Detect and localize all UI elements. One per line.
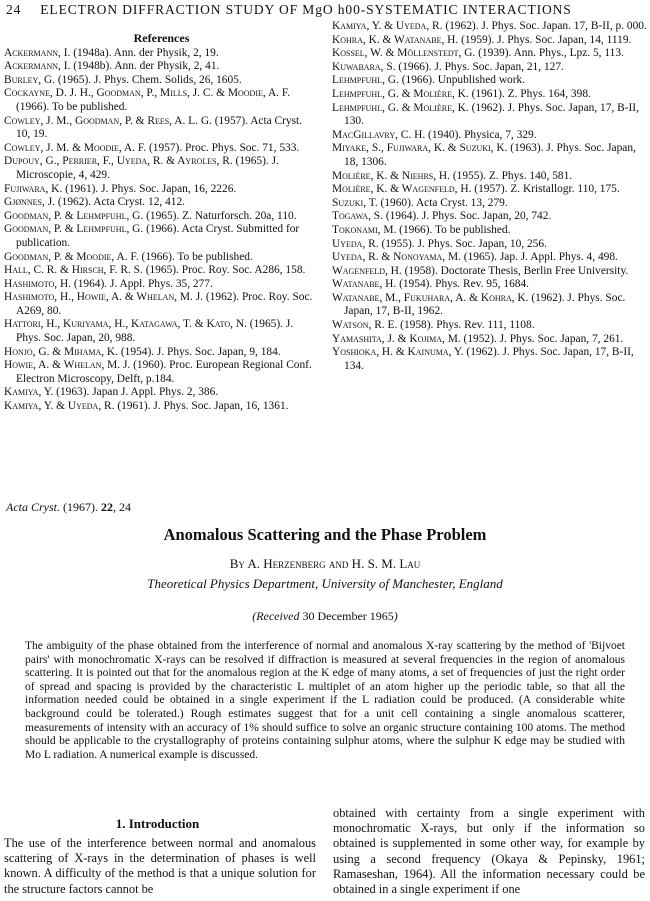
article-authors: By A. Herzenberg and H. S. M. Lau xyxy=(229,556,421,571)
reference-details: (1957). Proc. Phys. Soc. 71, 533. xyxy=(146,141,300,154)
reference-entry xyxy=(4,196,319,210)
reference-details: (1965). J. Microscopie, 4, 429. xyxy=(16,155,279,181)
reference-authors: Lehmpfuhl, G. & Molière, K. xyxy=(332,87,469,100)
reference-details: (1961). J. Phys. Soc. Japan, 16, 2226. xyxy=(62,182,237,195)
reference-details: (1957). Z. Kristallogr. 110, 175. xyxy=(471,183,620,196)
reference-authors: Lehmpfuhl, G. & Molière, K. xyxy=(332,101,469,114)
reference-authors: Hall, C. R. & Hirsch, F. R. S. xyxy=(4,264,143,277)
reference-details: (1962). Acta Cryst. 12, 412. xyxy=(54,196,186,209)
reference-authors: Kuwabara, S. xyxy=(332,60,396,73)
reference-entry xyxy=(332,102,647,129)
reference-authors: Yamashita, J. & Kojima, M. xyxy=(332,332,461,345)
reference-entry xyxy=(332,61,647,75)
reference-authors: Goodman, P. & Lehmpfuhl, G. xyxy=(4,209,144,222)
reference-entry xyxy=(332,238,647,252)
reference-details: (1964). J. Appl. Phys. 35, 277. xyxy=(71,277,213,290)
reference-details: (1962). J. Phys. Soc. Japan. 17, B-II, p. 000. xyxy=(442,20,647,32)
references-left-column xyxy=(4,20,319,414)
reference-entry xyxy=(332,20,647,34)
reference-entry xyxy=(4,346,319,360)
reference-details: (1954). J. Phys. Soc. Japan, 9, 184. xyxy=(118,345,281,358)
reference-details: (1966). To be published. xyxy=(16,100,128,113)
reference-authors: Honjo, G. & Mihama, K. xyxy=(4,345,119,358)
reference-entry xyxy=(4,74,319,88)
reference-entry xyxy=(332,319,647,333)
reference-details: (1966). Unpublished work. xyxy=(398,74,526,87)
references-heading: References xyxy=(133,31,190,45)
reference-entry xyxy=(4,87,319,114)
reference-authors: Togawa, S. xyxy=(332,210,383,223)
journal-citation: Acta Cryst. (1967). 22, 24 xyxy=(6,500,131,514)
running-title: ELECTRON DIFFRACTION STUDY OF MgO h00-SYSTEMATIC INTERACTIONS xyxy=(40,2,572,17)
reference-authors: Burley, G. xyxy=(4,73,56,86)
reference-entry xyxy=(4,278,319,292)
reference-authors: Watanabe, H. xyxy=(332,278,397,291)
reference-authors: Uyeda, R. xyxy=(332,237,379,250)
reference-details: (1952). J. Phys. Soc. Japan, 7, 261. xyxy=(460,332,624,345)
reference-entry xyxy=(4,210,319,224)
reference-authors: Molière, K. & Wagenfeld, H. xyxy=(332,183,472,196)
reference-details: (1954). Phys. Rev. 95, 1684. xyxy=(396,278,530,291)
reference-authors: Goodman, P. & Moodie, A. F. xyxy=(4,250,139,263)
intro-text-left: The use of the interference between normal and anomalous scattering of X-rays in the determination of phases is well known. A difficulty of the method is that a unique solution for the structure factors cannot be xyxy=(4,836,316,896)
reference-authors: Kamiya, Y. & Uyeda, R. xyxy=(332,20,443,32)
article-affiliation: Theoretical Physics Department, University of Manchester, England xyxy=(147,576,503,591)
reference-details: (1955). Z. Phys. 140, 581. xyxy=(450,169,573,182)
reference-entry xyxy=(4,115,319,142)
reference-authors: Fujiwara, K. xyxy=(4,182,63,195)
section-heading: 1. Introduction xyxy=(115,816,200,831)
reference-authors: MacGillavry, C. H. xyxy=(332,128,426,141)
reference-entry xyxy=(4,400,319,414)
reference-details: (1966). Acta Cryst. Submitted for publication. xyxy=(16,223,300,249)
reference-details: (1948b). Ann. der Physik, 2, 41. xyxy=(70,60,220,73)
reference-details: (1964). J. Phys. Soc. Japan, 20, 742. xyxy=(382,210,552,223)
reference-details: (1962). J. Phys. Soc. Japan, 17, B-II, 134. xyxy=(344,346,634,372)
reference-authors: Cowley, J. M. & Moodie, A. F. xyxy=(4,141,147,154)
reference-entry xyxy=(4,223,319,250)
reference-authors: Wagenfeld, H. xyxy=(332,264,402,277)
reference-entry xyxy=(332,278,647,292)
reference-authors: Hattori, H., Kuriyama, H., Katagawa, T. & Kato, N. xyxy=(4,318,247,331)
reference-entry xyxy=(332,197,647,211)
reference-authors: Lehmpfuhl, G. xyxy=(332,74,399,87)
reference-entry xyxy=(332,224,647,238)
reference-entry xyxy=(4,60,319,74)
reference-entry xyxy=(332,346,647,373)
reference-entry xyxy=(4,155,319,182)
reference-entry xyxy=(4,142,319,156)
article-title: Anomalous Scattering and the Phase Problem xyxy=(163,525,487,544)
reference-entry xyxy=(332,88,647,102)
reference-entry xyxy=(4,251,319,265)
reference-entry xyxy=(4,359,319,386)
reference-entry xyxy=(332,333,647,347)
reference-entry xyxy=(4,386,319,400)
reference-authors: Cowley, J. M., Goodman, P. & Rees, A. L. G. xyxy=(4,114,212,127)
reference-details: (1957). Acta Cryst. 10, 19. xyxy=(16,114,303,141)
reference-authors: Uyeda, R. & Nonoyama, M. xyxy=(332,251,461,264)
reference-authors: Hashimoto, H., Howie, A. & Whelan, M. J. xyxy=(4,291,204,304)
reference-details: (1961). J. Phys. Soc. Japan, 16, 1361. xyxy=(114,400,289,413)
reference-details: (1966). To be published. xyxy=(396,223,511,236)
reference-details: (1961). Z. Phys. 164, 398. xyxy=(468,87,591,100)
reference-details: (1965). Jap. J. Appl. Phys. 4, 498. xyxy=(460,251,618,264)
reference-authors: Tokonami, M. xyxy=(332,223,397,236)
reference-authors: Watson, R. E. xyxy=(332,319,398,332)
reference-entry xyxy=(4,183,319,197)
intro-text-right: obtained with certainty from a single experiment with monochromatic X-rays, but only if the information so obtained is supplemented in some other way, for example by using a second frequency (Okaya & Pepinsky, 1961; Ramaseshan, 1964). All the information necessary could be obtained in a single experiment if one xyxy=(333,806,645,897)
reference-entry xyxy=(332,251,647,265)
reference-entry xyxy=(332,129,647,143)
reference-details: (1963). Japan J. Appl. Phys. 2, 386. xyxy=(53,386,219,399)
reference-details: (1962). Proc. Roy. Soc. A269, 80. xyxy=(16,291,313,317)
reference-authors: Cockayne, D. J. H., Goodman, P., Mills, J. C. & Moodie, A. F. xyxy=(4,87,291,100)
reference-details: (1960). Proc. European Regional Conf. Electron Microscopy, Delft, p.184. xyxy=(16,359,312,385)
reference-details: (1958). Doctorate Thesis, Berlin Free University. xyxy=(401,264,629,277)
reference-authors: Howie, A. & Whelan, M. J. xyxy=(4,359,131,372)
received-date: (Received 30 December 1965) xyxy=(252,609,398,623)
reference-entry xyxy=(332,210,647,224)
reference-details: (1965). J. Phys. Chem. Solids, 26, 1605. xyxy=(55,73,242,86)
reference-authors: Kossel, W. & Möllenstedt, G. xyxy=(332,47,476,60)
reference-details: (1939). Ann. Phys., Lpz. 5, 113. xyxy=(475,47,624,60)
reference-details: (1959). J. Phys. Soc. Japan, 14, 1119. xyxy=(458,33,632,46)
reference-authors: Miyake, S., Fujiwara, K. & Suzuki, K. xyxy=(332,142,508,155)
reference-details: (1965). Proc. Roy. Soc. A286, 158. xyxy=(142,264,306,277)
reference-details: (1948a). Ann. der Physik, 2, 19. xyxy=(70,46,219,59)
references-right-column xyxy=(332,20,647,373)
reference-entry xyxy=(332,142,647,169)
reference-authors: Dupouy, G., Perrier, F., Uyeda, R. & Ayroles, R. xyxy=(4,155,233,168)
reference-entry xyxy=(4,291,319,318)
reference-details: (1966). To be published. xyxy=(138,250,253,263)
running-header xyxy=(6,2,646,18)
reference-entry xyxy=(332,34,647,48)
reference-entry xyxy=(4,47,319,61)
reference-authors: Ackermann, I. xyxy=(4,60,71,73)
reference-authors: Goodman, P. & Lehmpfuhl, G. xyxy=(4,223,144,236)
reference-details: (1962). J. Phys. Soc. Japan, 17, B-II, 1962. xyxy=(344,291,626,318)
reference-details: (1965). Z. Naturforsch. 20a, 110. xyxy=(143,209,297,222)
reference-entry xyxy=(332,183,647,197)
reference-details: (1962). J. Phys. Soc. Japan, 17, B-II, 130. xyxy=(344,101,639,128)
reference-authors: Gjønnes, J. xyxy=(4,196,55,209)
reference-details: (1966). J. Phys. Soc. Japan, 21, 127. xyxy=(395,60,564,73)
abstract: The ambiguity of the phase obtained from the interference of normal and anomalous X-ray scattering by the method of 'Bijvoet pairs' with monochromatic X-rays can be resolved if diffraction is measured at several frequencies in the region of anomalous scattering. It is pointed out that for the anomalous region at the K edge of many atoms, a set of frequencies of just the right order of spread and spacing is provided by the characteristic L multiplet of an atom higher up the periodic table, so that all the information needed could be obtained in a single experiment if the L radiation could be produced. (A considerable white background could be tolerated.) Rough estimates suggest that for a unit cell containing a single anomalous scatterer, measurements of intensity with an accuracy of 1% should suffice to solve an organic structure containing 100 atoms. The method should be applicable to the crystallography of proteins containing sulphur atoms, where the sulphur K edge may be studied with Mo L radiation. A numerical example is discussed. xyxy=(25,640,625,761)
reference-entry xyxy=(332,292,647,319)
reference-authors: Watanabe, M., Fukuhara, A. & Kohra, K. xyxy=(332,291,529,304)
reference-entry xyxy=(332,170,647,184)
reference-entry xyxy=(332,265,647,279)
reference-authors: Hashimoto, H. xyxy=(4,277,72,290)
reference-authors: Kamiya, Y. & Uyeda, R. xyxy=(4,400,115,413)
reference-authors: Suzuki, T. xyxy=(332,196,378,209)
reference-authors: Kohra, K. & Watanabe, H. xyxy=(332,33,459,46)
reference-entry xyxy=(4,264,319,278)
reference-authors: Kamiya, Y. xyxy=(4,386,54,399)
reference-entry xyxy=(332,47,647,61)
reference-details: (1960). Acta Cryst. 13, 279. xyxy=(377,196,508,209)
reference-details: (1940). Physica, 7, 329. xyxy=(425,128,537,141)
reference-authors: Molière, K. & Niehrs, H. xyxy=(332,169,450,182)
reference-details: (1963). J. Phys. Soc. Japan, 18, 1306. xyxy=(344,142,636,168)
reference-entry xyxy=(4,318,319,345)
reference-details: (1965). J. Phys. Soc. Japan, 20, 988. xyxy=(16,318,294,345)
reference-details: (1955). J. Phys. Soc. Japan, 10, 256. xyxy=(378,237,547,250)
page-number: 24 xyxy=(6,2,22,17)
reference-authors: Yoshioka, H. & Kainuma, Y. xyxy=(332,346,464,359)
reference-entry xyxy=(332,74,647,88)
reference-authors: Ackermann, I. xyxy=(4,46,71,59)
reference-details: (1958). Phys. Rev. 111, 1108. xyxy=(397,319,535,332)
